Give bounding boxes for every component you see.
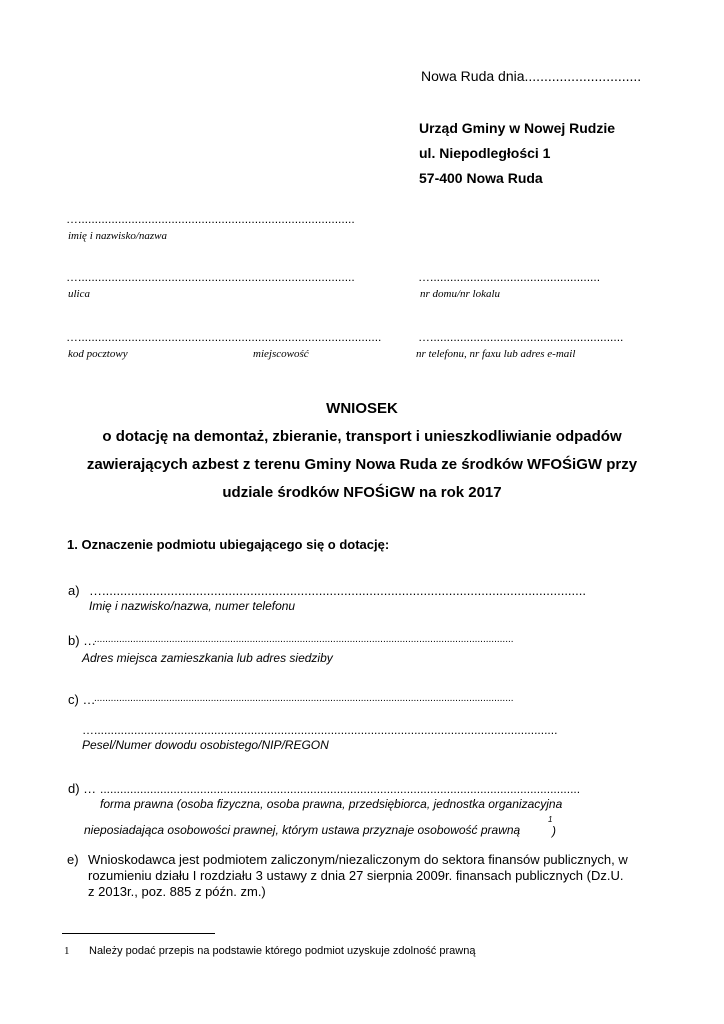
item-d-label-close: ) (552, 824, 556, 838)
footnote-number: 1 (64, 945, 70, 957)
document-title-line-1: o dotację na demontaż, zbieranie, transport i unieszkodliwianie odpadów (102, 428, 622, 445)
footnote-text: Należy podać przepis na podstawie którego podmiot uzyskuje zdolność prawną (89, 945, 476, 957)
contact-field[interactable]: ….......................................................... (418, 330, 624, 344)
item-c-label: Pesel/Numer dowodu osobistego/NIP/REGON (82, 738, 329, 752)
item-e-line-2: rozumieniu działu I rozdziału 3 ustawy z dnia 27 sierpnia 2009r. finansach publicznych (Dz.U. (88, 868, 624, 883)
item-d-prefix: d) … (68, 781, 97, 796)
item-d-label-line-1: forma prawna (osoba fizyczna, osoba prawna, przedsiębiorca, jednostka organizacyjna (100, 797, 563, 811)
place-date-line[interactable]: Nowa Ruda dnia.............................. (421, 68, 642, 84)
recipient-name: Urząd Gminy w Nowej Rudzie (419, 120, 616, 136)
item-c-field[interactable]: ....................................................................................................................................................... (94, 693, 514, 704)
city-label: miejscowość (253, 348, 309, 360)
street-field[interactable]: …................................................................................... (66, 270, 355, 284)
item-b-prefix: b) … (68, 633, 97, 648)
postal-code-label: kod pocztowy (68, 348, 128, 360)
section-1-heading: 1. Oznaczenie podmiotu ubiegającego się o dotację: (67, 537, 390, 552)
house-number-label: nr domu/nr lokalu (420, 288, 501, 300)
item-e-prefix: e) (67, 852, 79, 867)
recipient-street: ul. Niepodległości 1 (419, 145, 551, 161)
item-b-field[interactable]: ....................................................................................................................................................... (94, 634, 514, 645)
item-d-footnote-ref[interactable]: 1 (548, 815, 553, 824)
document-title-line-2: zawierających azbest z terenu Gminy Nowa Ruda ze środków WFOŚiGW przy (86, 456, 638, 473)
item-a-label: Imię i nazwisko/nazwa, numer telefonu (89, 599, 296, 613)
item-d-label-line-2: nieposiadająca osobowości prawnej, którym ustawa przyznaje osobowość prawną (84, 823, 521, 837)
contact-label: nr telefonu, nr faxu lub adres e-mail (416, 348, 576, 360)
applicant-name-label: imię i nazwisko/nazwa (68, 230, 168, 242)
item-c-field-2[interactable]: …........................................................................................................................................... (82, 723, 558, 737)
recipient-city: 57-400 Nowa Ruda (419, 170, 543, 186)
document-title-line-3: udziale środków NFOŚiGW na rok 2017 (222, 484, 502, 501)
house-number-field[interactable]: …................................................... (418, 270, 601, 284)
item-e-line-1: Wnioskodawca jest podmiotem zaliczonym/niezaliczonym do sektora finansów publicznych, w (88, 852, 628, 867)
item-d-field[interactable]: ................................................................................................................................................ (100, 782, 581, 796)
item-b-label: Adres miejsca zamieszkania lub adres siedziby (82, 651, 333, 665)
street-label: ulica (68, 288, 90, 300)
footnote-separator (62, 933, 215, 934)
item-e-line-3: z 2013r., poz. 885 z późn. zm.) (88, 884, 266, 899)
document-heading: WNIOSEK (326, 400, 398, 417)
item-c-prefix: c) … (68, 692, 96, 707)
item-a-field[interactable]: …...................................................................................................................................... (89, 583, 586, 598)
item-a-prefix: a) (68, 583, 80, 598)
postal-city-field[interactable]: …........................................................................................... (66, 330, 382, 344)
applicant-name-field[interactable]: …................................................................................... (66, 212, 355, 226)
